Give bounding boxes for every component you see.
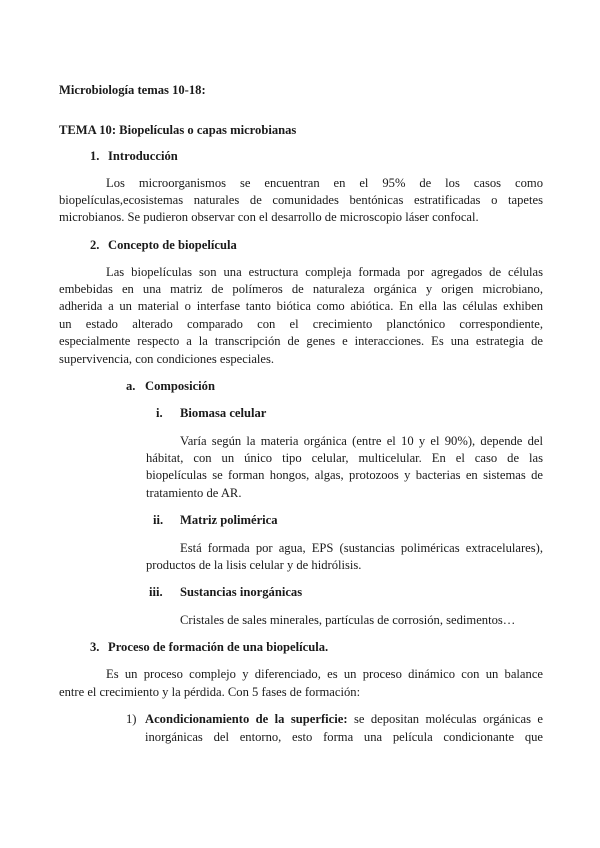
paragraph-line: adherida a un material o interfase tanto biótica como abiótica. En ella las células exhiben xyxy=(59,299,543,313)
topic-title: TEMA 10: Biopelículas o capas microbianas xyxy=(59,123,297,137)
paragraph-line: especialmente respecto a la transcripción de genes e interacciones. Es una estrategia de xyxy=(59,334,543,348)
subsection-a-number: a. xyxy=(126,379,136,393)
paragraph-line: biopelículas se forman hongos, algas, protozoos y bacterias en sistemas de xyxy=(146,468,543,482)
list-item-1-lead: Acondicionamiento de la superficie: xyxy=(145,712,348,726)
list-item-1-number: 1) xyxy=(126,712,137,726)
course-title: Microbiología temas 10-18: xyxy=(59,83,206,97)
paragraph-line: inorgánicas del entorno, esto forma una película condicionante que xyxy=(145,730,543,744)
paragraph-line: supervivencia, con condiciones especiales. xyxy=(59,352,275,366)
list-item-1-line xyxy=(145,711,543,727)
paragraph-line: Varía según la materia orgánica (entre el 10 y el 90%), depende del xyxy=(180,434,543,448)
paragraph-line: Es un proceso complejo y diferenciado, es un proceso dinámico con un balance xyxy=(106,667,543,681)
section-2-heading: Concepto de biopelícula xyxy=(108,238,237,252)
item-ii-number: ii. xyxy=(153,513,164,527)
subsection-a-heading: Composición xyxy=(145,379,215,393)
item-iii-heading: Sustancias inorgánicas xyxy=(180,585,303,599)
section-2-number: 2. xyxy=(90,238,100,252)
paragraph-line: entre el crecimiento y la pérdida. Con 5 fases de formación: xyxy=(59,685,361,699)
paragraph-line: hábitat, con un único tipo celular, multicelular. En el caso de las xyxy=(146,451,543,465)
section-1-number: 1. xyxy=(90,149,100,163)
section-3-heading: Proceso de formación de una biopelícula. xyxy=(108,640,329,654)
paragraph-line: microbianos. Se pudieron observar con el desarrollo de microscopio láser confocal. xyxy=(59,210,479,224)
paragraph-line: embebidas en una matriz de polímeros de naturaleza orgánica y origen microbiano, xyxy=(59,282,543,296)
paragraph-line: productos de la lisis celular y de hidrólisis. xyxy=(146,558,362,572)
paragraph-line: Cristales de sales minerales, partículas de corrosión, sedimentos… xyxy=(180,613,516,627)
paragraph-line: Las biopelículas son una estructura compleja formada por agregados de células xyxy=(106,265,543,279)
item-ii-heading: Matriz polimérica xyxy=(180,513,278,527)
paragraph-line: Está formada por agua, EPS (sustancias poliméricas extracelulares), xyxy=(180,541,543,555)
item-i-heading: Biomasa celular xyxy=(180,406,267,420)
item-i-number: i. xyxy=(156,406,163,420)
section-1-heading: Introducción xyxy=(108,149,178,163)
list-item-1-text: se depositan moléculas orgánicas e xyxy=(347,712,544,726)
paragraph-line: tratamiento de AR. xyxy=(146,486,242,500)
paragraph-line: un estado alterado comparado con el crecimiento planctónico correspondiente, xyxy=(59,317,543,331)
paragraph-line: Los microorganismos se encuentran en el 95% de los casos como xyxy=(106,176,543,190)
section-3-number: 3. xyxy=(90,640,100,654)
item-iii-number: iii. xyxy=(149,585,163,599)
paragraph-line: biopelículas,ecosistemas naturales de comunidades bentónicas estratificadas o tapetes xyxy=(59,193,543,207)
